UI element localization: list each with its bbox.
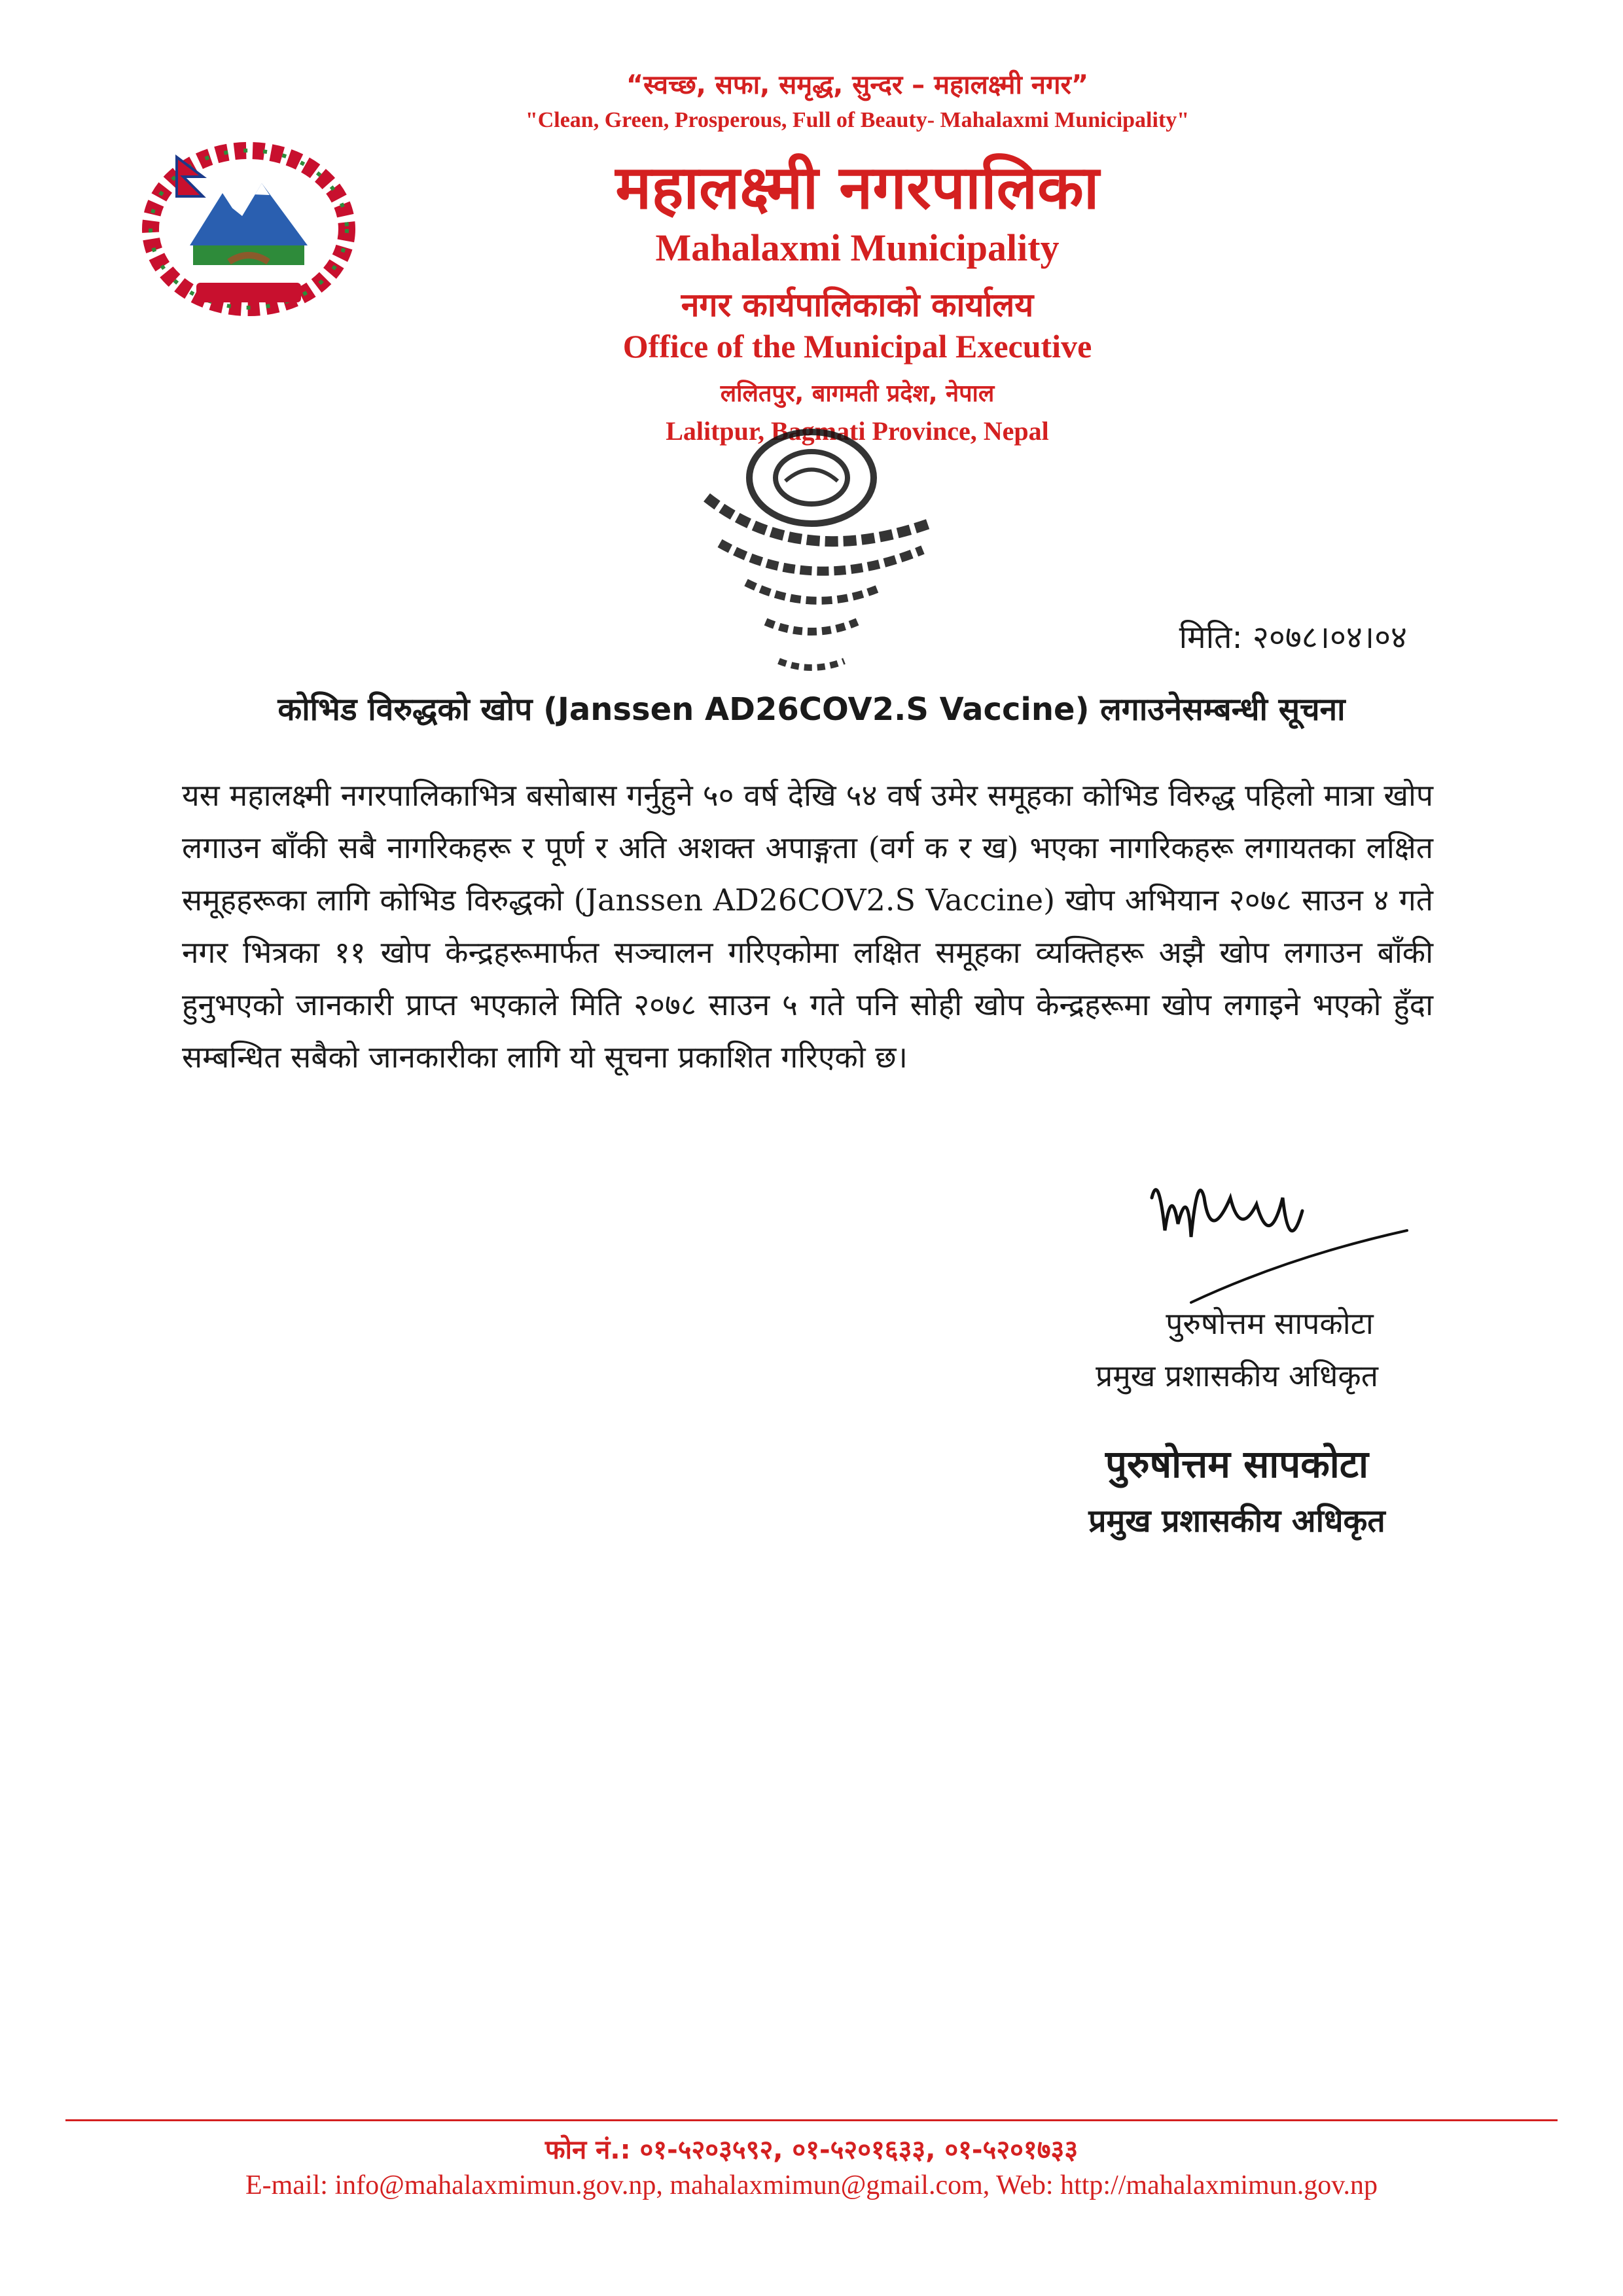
address-nepali: ललितपुर, बागमती प्रदेश, नेपाल — [720, 380, 995, 407]
signatory-title: प्रमुख प्रशासकीय अधिकृत — [1096, 1358, 1378, 1393]
footer-divider — [65, 2119, 1558, 2121]
footer-phone: फोन नं.: ०१-५२०३५९२, ०१-५२०१६३३, ०१-५२०१७३३ — [544, 2135, 1079, 2165]
office-stamp-icon — [668, 419, 955, 694]
office-name-english: Office of the Municipal Executive — [622, 328, 1092, 365]
signatory-stamp-title: प्रमुख प्रशासकीय अधिकृत — [1088, 1503, 1385, 1539]
notice-body: यस महालक्ष्मी नगरपालिकाभित्र बसोबास गर्नुहुने ५० वर्ष देखि ५४ वर्ष उमेर समूहका कोभिड विरुद्ध पहिलो मात्रा खोप लगाउन बाँकी सबै नागरिकहरू र पूर्ण र अति अशक्त अपाङ्गता (वर्ग क र ख) भएका नागरिकहरू लगायतका लक्षित समूहहरूका लागि कोभिड विरुद्धको (Janssen AD26COV2.S Vaccine) खोप अभियान २०७८ साउन ४ गते नगर भित्रका ११ खोप केन्द्रहरूमार्फत सञ्चालन गरिएकोमा लक्षित समूहका व्यक्तिहरू अझै खोप लगाउन बाँकी हुनुभएको जानकारी प्राप्त भएकाले मिति २०७८ साउन ५ गते पनि सोही खोप केन्द्रहरूमा खोप लगाइने भएको हुँदा सम्बन्धित सबैको जानकारीका लागि यो सूचना प्रकाशित गरिएको छ। — [182, 778, 1433, 1075]
address-english: Lalitpur, Bagmati Province, Nepal — [666, 416, 1049, 446]
nepal-government-emblem-icon — [131, 131, 366, 327]
slogan-nepali: “स्वच्छ, सफा, समृद्ध, सुन्दर – महालक्ष्मी नगर” — [626, 70, 1089, 100]
notice-date: मिति: २०७८।०४।०४ — [1179, 619, 1407, 656]
footer-contact: E-mail: info@mahalaxmimun.gov.np, mahalaxmimun@gmail.com, Web: http://mahalaxmimun.gov.np — [245, 2170, 1378, 2200]
municipality-name-english: Mahalaxmi Municipality — [655, 226, 1060, 269]
signatory-stamp-name: पुरुषोत्तम सापकोटा — [1105, 1442, 1369, 1486]
slogan-english: "Clean, Green, Prosperous, Full of Beauty- Mahalaxmi Municipality" — [525, 108, 1190, 132]
municipality-name-nepali: महालक्ष्मी नगरपालिका — [615, 152, 1099, 223]
office-name-nepali: नगर कार्यपालिकाको कार्यालय — [681, 286, 1034, 324]
notice-subject: कोभिड विरुद्धको खोप (Janssen AD26COV2.S Vaccine) लगाउनेसम्बन्धी सूचना — [277, 691, 1346, 728]
signatory-name: पुरुषोत्तम सापकोटा — [1166, 1306, 1374, 1341]
